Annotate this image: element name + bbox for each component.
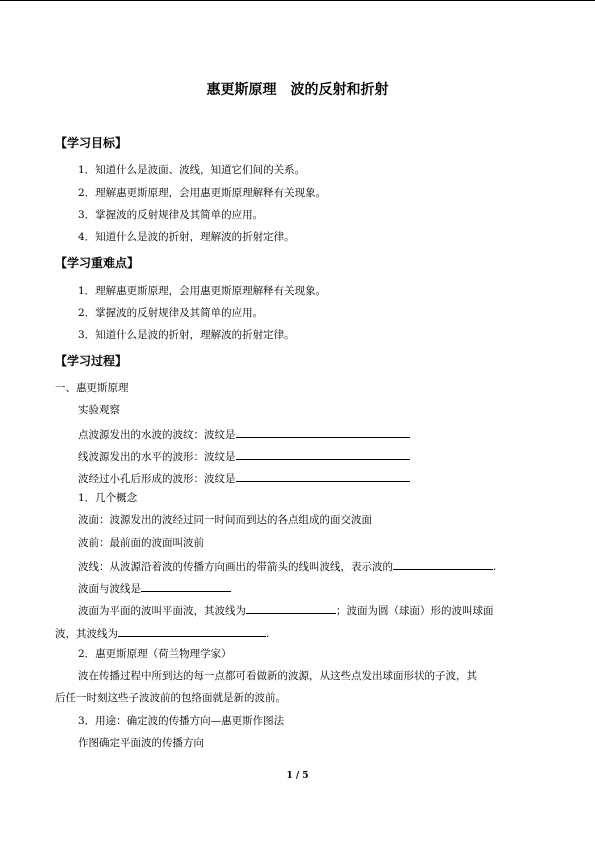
key-point-item: 3．知道什么是波的折射，理解波的折射定律。: [78, 329, 295, 341]
concept-wavefront: 波面：波源发出的波经过同一时间而到达的各点组成的面交波面: [78, 514, 372, 526]
punctuation: .: [266, 628, 270, 640]
answer-blank[interactable]: [118, 625, 266, 637]
part-title: 一、惠更斯原理: [55, 382, 129, 394]
principle-text: 波在传播过程中所到达的每一点都可看做新的波源，从这些点发出球面形状的子波，其: [78, 670, 477, 682]
observation-text: 线波源发出的水平的波形：波纹是: [78, 451, 236, 463]
concept-sphere-ray-text: 波，其波线为: [55, 628, 118, 640]
goal-item: 2．理解惠更斯原理，会用惠更斯原理解释有关现象。: [78, 187, 327, 199]
key-point-item: 1．理解惠更斯原理，会用惠更斯原理解释有关现象。: [78, 285, 327, 297]
goal-item: 4．知道什么是波的折射，理解波的折射定律。: [78, 231, 295, 243]
principle-title: 2．惠更斯原理（荷兰物理学家）: [78, 648, 232, 660]
observation-line: [78, 426, 410, 442]
concept-ray-relation-text: 波面与波线是: [78, 583, 141, 595]
answer-blank[interactable]: [236, 470, 410, 482]
principle-text: 后任一时刻这些子波波前的包络面就是新的波前。: [55, 692, 286, 704]
concept-wavefront-lead: 波前：最前面的波面叫波前: [78, 537, 204, 549]
page-number: 1 / 5: [286, 771, 309, 781]
concepts-title: 1．几个概念: [78, 492, 138, 504]
answer-blank[interactable]: [236, 448, 410, 460]
concept-sphere-wave: [55, 625, 269, 641]
punctuation: .: [493, 561, 497, 573]
answer-blank[interactable]: [393, 558, 493, 570]
concept-ray: [78, 558, 496, 574]
answer-blank[interactable]: [236, 426, 410, 438]
answer-blank[interactable]: [246, 602, 336, 614]
section-heading-key-points: 【学习重难点】: [55, 256, 140, 270]
header-rule: [0, 0, 595, 1]
experiment-label: 实验观察: [78, 404, 120, 416]
goal-item: 3．掌握波的反射规律及其简单的应用。: [78, 209, 264, 221]
page-title: 惠更斯原理 波的反射和折射: [206, 82, 389, 98]
section-heading-process: 【学习过程】: [55, 354, 128, 368]
observation-text: 波经过小孔后形成的波形：波纹是: [78, 473, 236, 485]
goal-item: 1．知道什么是波面、波线，知道它们间的关系。: [78, 164, 306, 176]
use-text: 作图确定平面波的传播方向: [78, 737, 204, 749]
concept-sphere-text: ；波面为圆（球面）形的波叫球面: [336, 605, 494, 617]
use-title: 3．用途：确定波的传播方向—惠更斯作图法: [78, 715, 285, 727]
answer-blank[interactable]: [141, 580, 231, 592]
key-point-item: 2．掌握波的反射规律及其简单的应用。: [78, 307, 264, 319]
concept-plane-text: 波面为平面的波叫平面波，其波线为: [78, 605, 246, 617]
concept-ray-text: 波线：从波源沿着波的传播方向画出的带箭头的线叫波线，表示波的: [78, 561, 393, 573]
concept-plane-wave: [78, 602, 494, 618]
observation-line: [78, 448, 410, 464]
concept-ray-relation: [78, 580, 231, 596]
observation-text: 点波源发出的水波的波纹：波纹是: [78, 429, 236, 441]
observation-line: [78, 470, 410, 486]
section-heading-goals: 【学习目标】: [55, 136, 128, 150]
